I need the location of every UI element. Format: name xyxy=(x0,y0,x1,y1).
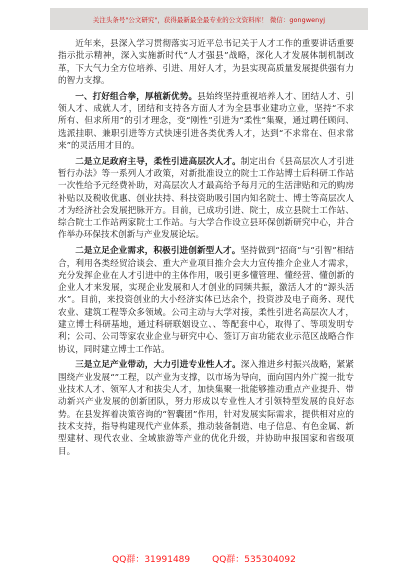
paragraph-section-3 xyxy=(58,245,354,356)
paragraph-intro xyxy=(58,38,354,87)
paragraph-lead: 二是立足企业需求，积极引进创新型人才。 xyxy=(75,246,241,257)
banner-text: 关注头条号"公文研究"，获得最新最全最专业的公文资料库！ 微信：gongwenyj xyxy=(92,15,326,24)
paragraph-text: 坚持做到“招商”与“引智”相结合，利用各类经贸洽谈会、重大产业项目推介会大力宣传推介企业人才需求，充分发挥企业在人才引进中的主体作用，吸引更多懂管理、懂经营、懂创新的企业人才来发展，实现企业发展和人才创业的同频共振，激活人才的“源头活水”。目前，来投资创业的大小经济实体已达余个，投资涉及电子商务、现代农业、建筑工程等众多领域。公司主动与大学对接，柔性引进名高层次人才，建立博士科研基地，通过科研联姻设立、、等配套中心，取得了、等项发明专利；公司、公司等家农业企业与研究中心、签订万亩功能农业示范区战略合作协议，同时建立博士工作站。 xyxy=(58,246,354,355)
paragraph-text: 深入推进乡村振兴战略，紧紧围绕产业发展“”工程，以产业为支撑，以市场为导向，面向国内外广搅一批专业技术人才、领军人才和拔尖人才，加快集聚一批能够推动重点产业提升、带动新兴产业发展的创新团队，努力形成以专业性人才引领特型发展的良好态势。在县发挥着决策咨询的“智囊团”作用，针对发展实际需求，提供相对应的技术支持，指导构建现代产业体系，推动装备制造、电子信息、有色金属、新型建材、现代农业、全域旅游等产业的优化升级，并协助申报国家和省级项目。 xyxy=(58,360,354,457)
footer-contacts xyxy=(0,552,408,565)
paragraph-section-2 xyxy=(58,156,354,242)
paragraph-section-4 xyxy=(58,359,354,457)
paragraph-section-1 xyxy=(58,91,354,152)
document-body xyxy=(58,38,354,461)
paragraph-text: 制定出台《县高层次人才引进暂行办法》等一系列人才政策，对新批准设立的院士工作站博士后科研工作站一次性给予元经费补助，对高层次人才最高给予每月元的生活津贴和元的购房补贴以及税收优惠、创业扶持、科技资助吸引国内知名院士、博士等高层次人才为经济社会发展把脉开方。目前，已成功引进、院士，成立县院士工作站、综合院士工作站两家院士工作站。与大学合作设立县环保创新研究中心，并合作举办环保技术创新与产业发展论坛。 xyxy=(58,156,354,241)
paragraph-lead: 二是立足政府主导，柔性引进高层次人才。 xyxy=(75,156,241,167)
footer-qq-group-2: QQ群：535304092 xyxy=(212,555,296,565)
paragraph-text: 县始终坚持重视培养人才、团结人才、引领人才、成就人才，团结和支持各方面人才为全县事业建功立业，坚持“不求所有、但求所用”的引才理念，变“刚性”引进为“柔性”集聚，通过聘任顾问、选派挂职、兼职引进等方式快速引进各类优秀人才，达到“不求常在、但求常来”的灵活用才目的。 xyxy=(58,91,354,151)
paragraph-lead: 三是立足产业带动，大力引进专业性人才。 xyxy=(75,360,241,371)
header-banner xyxy=(50,8,368,30)
footer-qq-group-1: QQ群：31991489 xyxy=(112,555,191,565)
paragraph-text: 近年来，县深入学习贯彻落实习近平总书记关于人才工作的重要讲话重要指示批示精神，深入实施新时代“人才强县”战略，深化人才发展体制机制改革，下大气力全方位培养、引进、用好人才，为县实现高质量发展提供强有力的智力支撑。 xyxy=(58,39,354,86)
paragraph-lead: 一、打好组合拳，厚植新优势。 xyxy=(75,91,198,102)
